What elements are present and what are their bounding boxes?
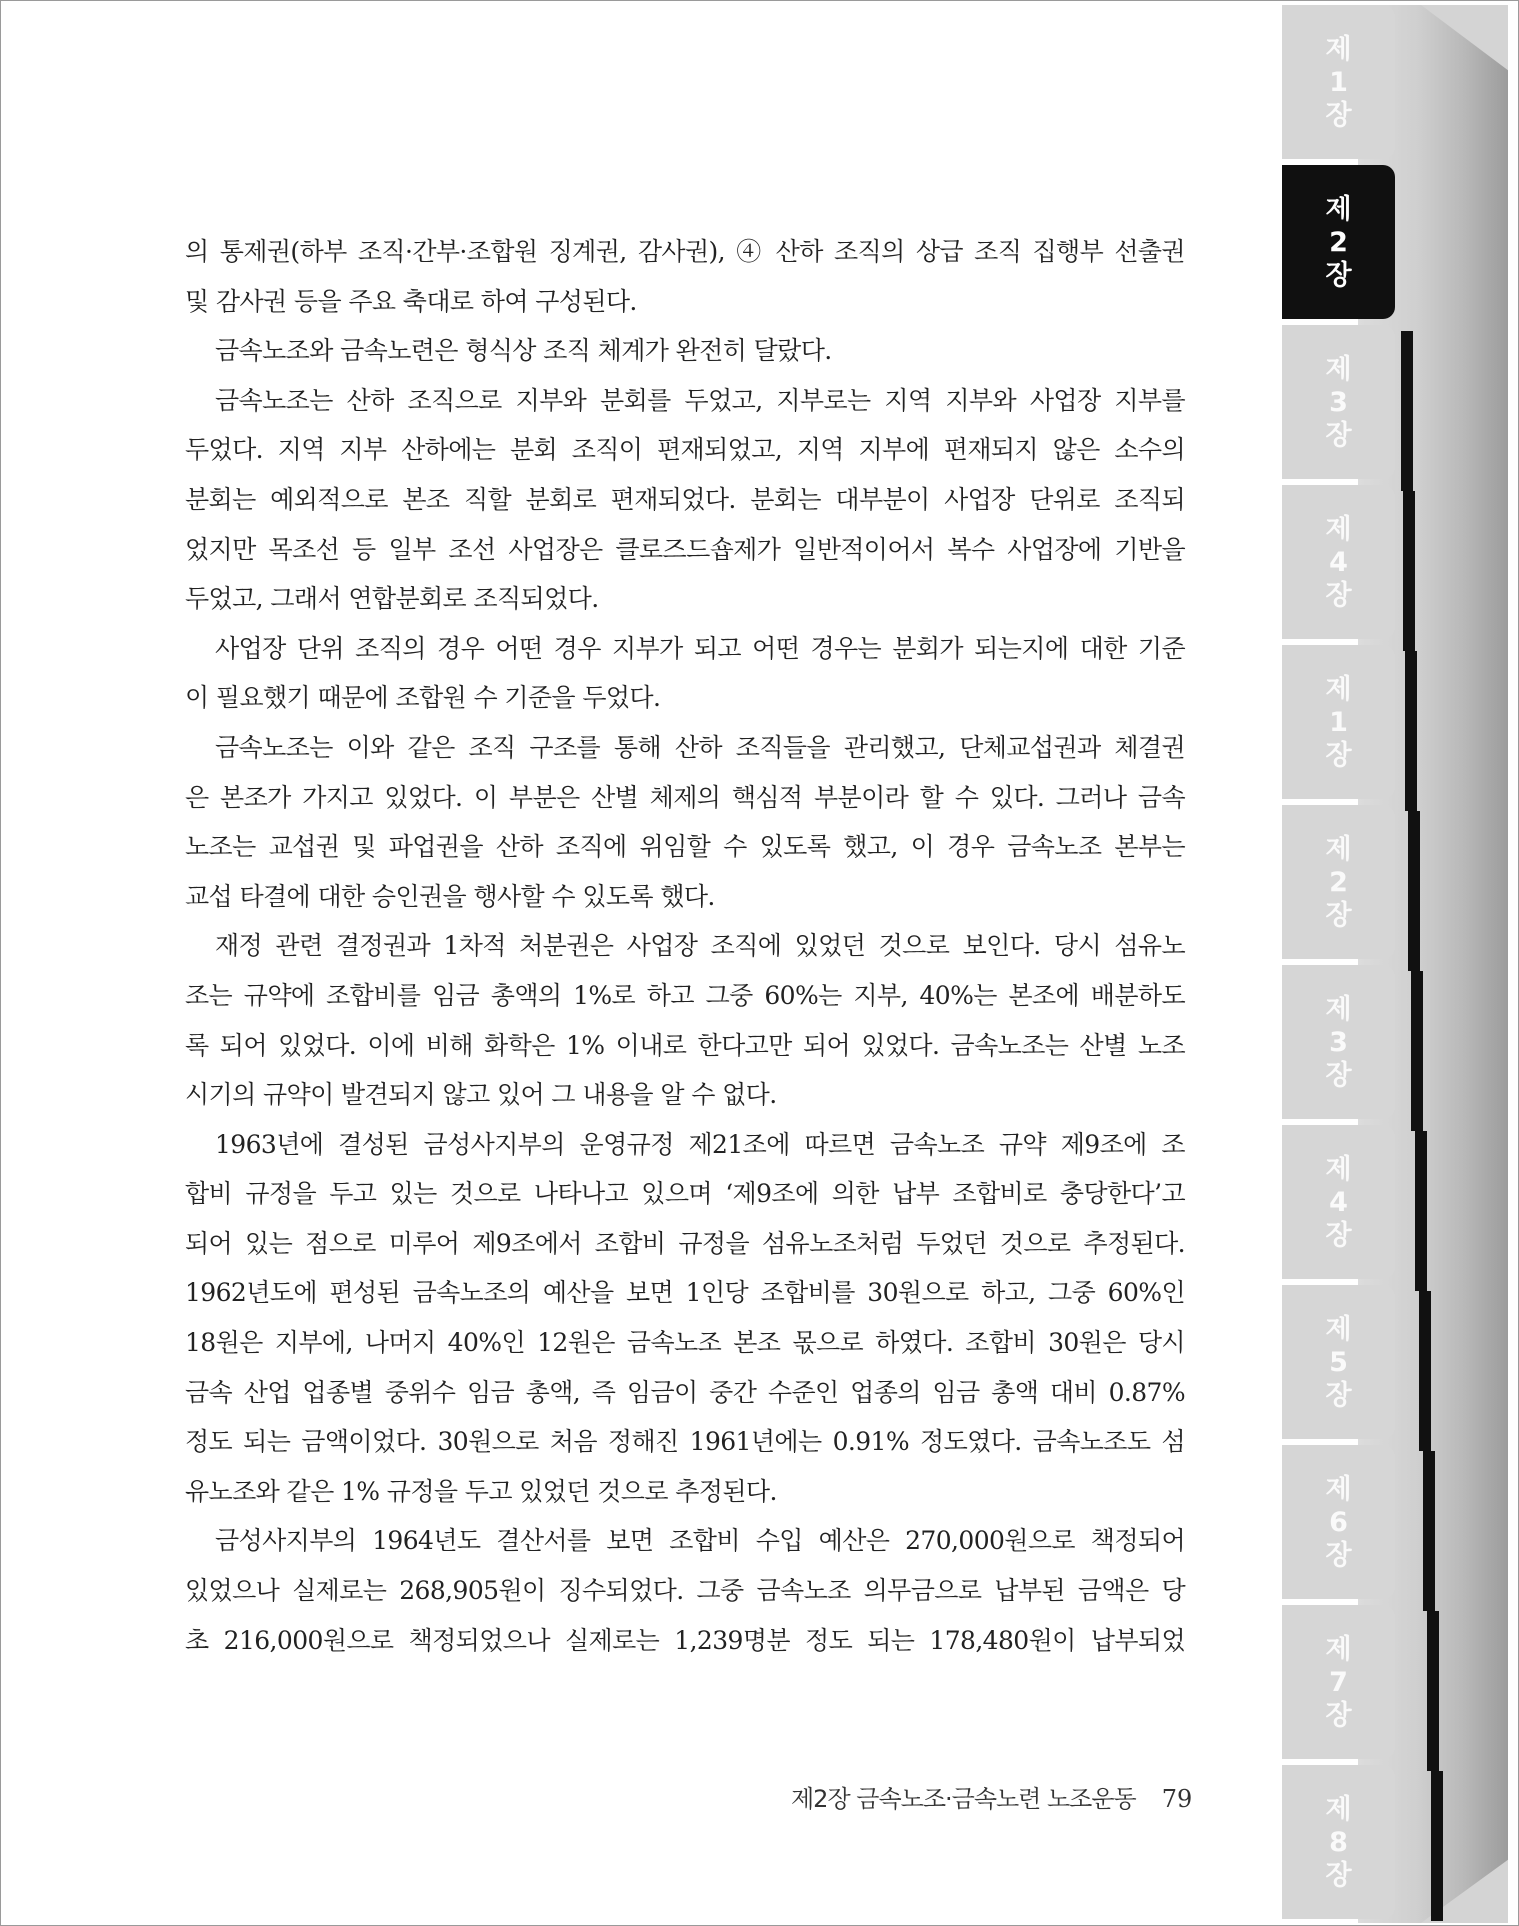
chapter-tab[interactable]: 제 1 장	[1282, 645, 1395, 799]
edge-marker	[1427, 1611, 1439, 1771]
edge-marker	[1403, 491, 1415, 651]
chapter-tab[interactable]: 제 6 장	[1282, 1445, 1395, 1599]
text-line: 두었다. 지역 지부 산하에는 분회 조직이 편재되었고, 지역 지부에 편재되지 않은 소수의	[185, 435, 1185, 465]
edge-marker	[1431, 1771, 1443, 1921]
text-line: 있었으나 실제로는 268,905원이 징수되었다. 그중 금속노조 의무금으로 납부된 금액은 당	[185, 1576, 1185, 1606]
chapter-tab-active[interactable]: 제 2 장	[1282, 165, 1395, 319]
text-line: 은 본조가 가지고 있었다. 이 부분은 산별 체제의 핵심적 부분이라 할 수 있다. 그러나 금속	[185, 782, 1185, 812]
text-line: 되어 있는 점으로 미루어 제9조에서 조합비 규정을 섬유노조처럼 두었던 것으로 추정된다.	[185, 1228, 1185, 1258]
text-line: 금속노조는 이와 같은 조직 구조를 통해 산하 조직들을 관리했고, 단체교섭권과 체결권	[215, 732, 1185, 762]
page-footer	[791, 1779, 1193, 1814]
chapter-tab[interactable]: 제 3 장	[1282, 325, 1395, 479]
text-line: 및 감사권 등을 주요 축대로 하여 구성된다.	[185, 286, 637, 316]
text-line: 교섭 타결에 대한 승인권을 행사할 수 있도록 했다.	[185, 881, 715, 911]
text-line: 1962년도에 편성된 금속노조의 예산을 보면 1인당 조합비를 30원으로 하고, 그중 60%인	[185, 1278, 1185, 1308]
text-line: 1963년에 결성된 금성사지부의 운영규정 제21조에 따르면 금속노조 규약 제9조에 조	[215, 1129, 1185, 1159]
text-line: 합비 규정을 두고 있는 것으로 나타나고 있으며 ‘제9조에 의한 납부 조합비로 충당한다’고	[185, 1179, 1185, 1209]
chapter-tab[interactable]: 제 4 장	[1282, 1125, 1395, 1279]
text-line: 조는 규약에 조합비를 임금 총액의 1%로 하고 그중 60%는 지부, 40%는 본조에 배분하도	[185, 980, 1185, 1010]
chapter-tab[interactable]: 제 2 장	[1282, 805, 1395, 959]
text-line: 사업장 단위 조직의 경우 어떤 경우 지부가 되고 어떤 경우는 분회가 되는지에 대한 기준	[215, 633, 1185, 663]
text-line: 노조는 교섭권 및 파업권을 산하 조직에 위임할 수 있도록 했고, 이 경우 금속노조 본부는	[185, 832, 1185, 862]
edge-marker	[1423, 1451, 1435, 1611]
edge-marker	[1408, 811, 1420, 971]
edge-marker	[1419, 1291, 1431, 1451]
text-line: 이 필요했기 때문에 조합원 수 기준을 두었다.	[185, 683, 661, 713]
text-line: 유노조와 같은 1% 규정을 두고 있었던 것으로 추정된다.	[185, 1476, 777, 1506]
chapter-tab[interactable]: 제 4 장	[1282, 485, 1395, 639]
running-title: 제2장 금속노조·금속노련 노조운동	[791, 1785, 1136, 1813]
body-text	[185, 227, 1185, 1665]
edge-marker	[1405, 651, 1417, 811]
text-line: 재정 관련 결정권과 1차적 처분권은 사업장 조직에 있었던 것으로 보인다. 당시 섬유노	[215, 931, 1185, 961]
text-line: 금속노조는 산하 조직으로 지부와 분회를 두었고, 지부로는 지역 지부와 사업장 지부를	[215, 385, 1185, 415]
edge-marker	[1401, 331, 1413, 491]
chapter-tab[interactable]: 제 7 장	[1282, 1605, 1395, 1759]
text-line: 초 216,000원으로 책정되었으나 실제로는 1,239명분 정도 되는 178,480원이 납부되었	[185, 1625, 1185, 1655]
chapter-tab[interactable]: 제 1 장	[1282, 5, 1395, 159]
text-line: 금속노조와 금속노련은 형식상 조직 체계가 완전히 달랐다.	[215, 336, 832, 366]
chapter-tab[interactable]: 제 3 장	[1282, 965, 1395, 1119]
chapter-tab[interactable]: 제 5 장	[1282, 1285, 1395, 1439]
text-line: 금속 산업 업종별 중위수 임금 총액, 즉 임금이 중간 수준인 업종의 임금 총액 대비 0.87%	[185, 1377, 1185, 1407]
chapter-tab[interactable]: 제 8 장	[1282, 1765, 1395, 1919]
edge-marker	[1411, 971, 1423, 1131]
text-line: 18원은 지부에, 나머지 40%인 12원은 금속노조 본조 몫으로 하였다. 조합비 30원은 당시	[185, 1328, 1185, 1358]
text-line: 의 통제권(하부 조직·간부·조합원 징계권, 감사권), ④ 산하 조직의 상급 조직 집행부 선출권	[185, 237, 1185, 266]
text-line: 정도 되는 금액이었다. 30원으로 처음 정해진 1961년에는 0.91% 정도였다. 금속노조도 섬	[185, 1427, 1185, 1457]
text-line: 두었고, 그래서 연합분회로 조직되었다.	[185, 584, 599, 614]
text-line: 금성사지부의 1964년도 결산서를 보면 조합비 수입 예산은 270,000원으로 책정되어	[215, 1526, 1185, 1556]
text-line: 시기의 규약이 발견되지 않고 있어 그 내용을 알 수 없다.	[185, 1080, 777, 1110]
edge-marker	[1415, 1131, 1427, 1291]
text-line: 록 되어 있었다. 이에 비해 화학은 1% 이내로 한다고만 되어 있었다. 금속노조는 산별 노조	[185, 1030, 1185, 1060]
page-number: 79	[1161, 1785, 1193, 1813]
text-line: 분회는 예외적으로 본조 직할 분회로 편재되었다. 분회는 대부분이 사업장 단위로 조직되	[185, 484, 1185, 514]
text-line: 었지만 목조선 등 일부 조선 사업장은 클로즈드숍제가 일반적이어서 복수 사업장에 기반을	[185, 534, 1185, 564]
